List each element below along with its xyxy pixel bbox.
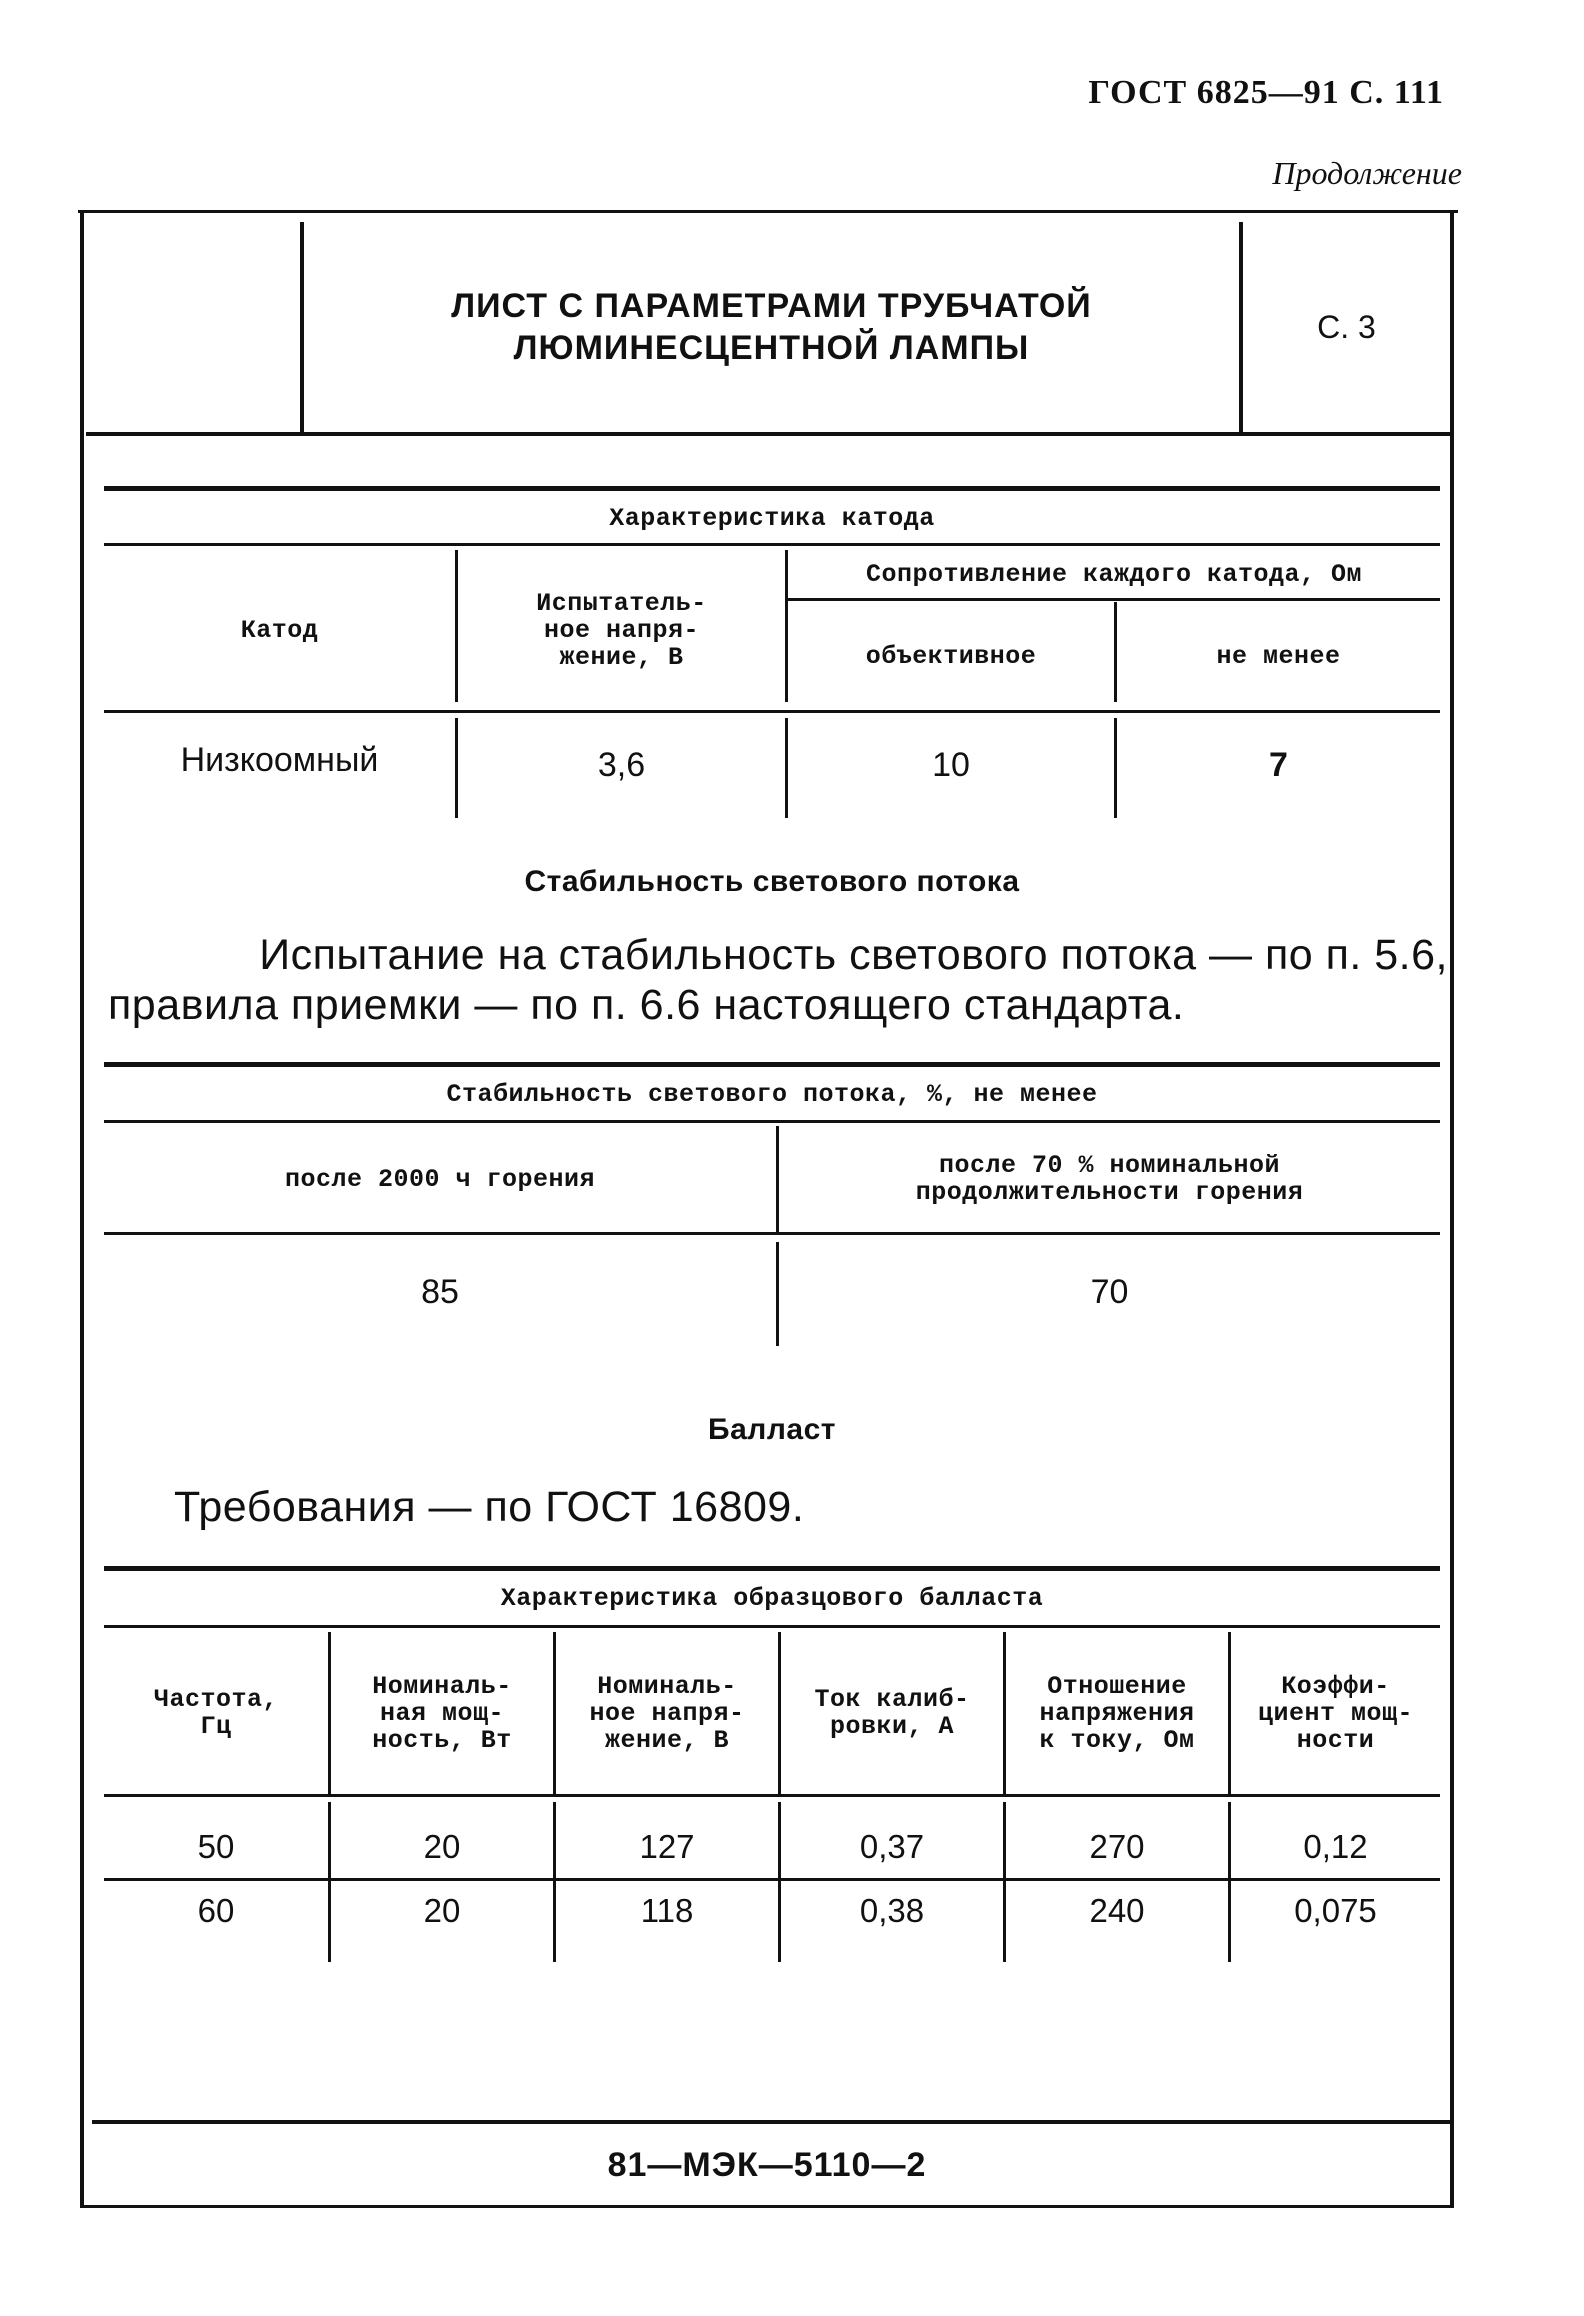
col-frequency-line-1: Частота,: [153, 1685, 279, 1714]
row2-ratio: 240: [1089, 1892, 1145, 1929]
col-voltage-current-ratio: [1006, 1632, 1228, 1794]
col-calibration-current-line-1: Ток калиб-: [814, 1685, 970, 1714]
title-line-2: ЛЮМИНЕСЦЕНТНОЙ ЛАМПЫ: [513, 329, 1030, 367]
col-test-voltage-line-3: жение, В: [559, 642, 684, 672]
col-test-voltage-line-2: ное напря-: [543, 615, 700, 645]
sheet-number: С. 3: [1317, 308, 1376, 345]
row2-current: 0,38: [859, 1892, 925, 1929]
cathode-table-top-line: [104, 486, 1440, 491]
cathode-resistance-subline: [788, 598, 1440, 601]
col-rated-voltage-line-3: жение, В: [604, 1725, 730, 1755]
col-test-voltage-line-1: Испытатель-: [536, 588, 707, 618]
col-calibration-current: [781, 1632, 1003, 1794]
col-power-factor: [1231, 1632, 1440, 1794]
cathode-value: Низкоомный: [180, 740, 379, 779]
col-objective-header: объективное: [865, 641, 1037, 671]
ballast-table-caption: Характеристика образцового балласта: [500, 1583, 1044, 1613]
ballast-text: Требования — по ГОСТ 16809.: [174, 1483, 805, 1531]
frame-top-line: [78, 210, 1458, 213]
col-resistance-header: Сопротивление каждого катода, Ом: [865, 559, 1363, 589]
col-rated-power: [331, 1632, 553, 1794]
cathode-header-bottom-line: [104, 710, 1440, 713]
title-line-1: ЛИСТ С ПАРАМЕТРАМИ ТРУБЧАТОЙ: [451, 287, 1092, 325]
stability-heading: Стабильность светового потока: [524, 865, 1020, 898]
ballast-caption-line: [104, 1625, 1440, 1628]
col-rated-voltage-line-1: Номиналь-: [597, 1671, 737, 1701]
frame-bottom-line: [80, 2205, 1454, 2208]
cathode-table-caption: Характеристика катода: [609, 503, 935, 533]
col-cathode-header: Катод: [240, 615, 319, 645]
col-power-factor-line-1: Коэффи-: [1281, 1671, 1390, 1701]
stability-text-line-1: Испытание на стабильность светового потока — по п. 5.6,: [259, 931, 1448, 979]
col-after-70-line-2: продолжительности горения: [915, 1178, 1304, 1207]
col-after-70-percent: [779, 1126, 1440, 1232]
row1-ratio: 270: [1089, 1828, 1145, 1865]
row2-power-factor: 0,075: [1294, 1892, 1377, 1929]
col-rated-power-line-2: ная мощ-: [379, 1698, 505, 1728]
col-min-header: не менее: [1216, 641, 1341, 671]
stability-value-70-percent: 70: [1090, 1272, 1129, 1311]
row1-current: 0,37: [859, 1828, 925, 1865]
table-row: [104, 1886, 1440, 1936]
col-rated-power-line-3: ность, Вт: [372, 1725, 512, 1755]
ballast-heading: Балласт: [708, 1413, 836, 1446]
row1-frequency: 50: [197, 1828, 235, 1865]
row2-frequency: 60: [197, 1892, 235, 1929]
continuation-label: Продолжение: [1272, 155, 1462, 191]
title-bottom-line: [86, 432, 1450, 436]
standard-reference: ГОСТ 6825—91 С. 111: [1088, 74, 1444, 111]
row1-power-factor: 0,12: [1303, 1828, 1368, 1865]
col-voltage-current-ratio-line-1: Отношение: [1047, 1671, 1187, 1701]
col-rated-voltage: [556, 1632, 778, 1794]
col-calibration-current-line-2: ровки, А: [829, 1712, 955, 1741]
min-value: 7: [1269, 745, 1288, 784]
row1-voltage: 127: [639, 1828, 695, 1865]
row2-voltage: 118: [640, 1892, 694, 1929]
col-rated-power-line-1: Номиналь-: [372, 1671, 512, 1701]
col-frequency-line-2: Гц: [200, 1712, 232, 1741]
col-after-2000h: после 2000 ч горения: [284, 1164, 596, 1194]
row1-power: 20: [423, 1828, 461, 1865]
ballast-header-bottom-line: [104, 1794, 1440, 1797]
stability-header-bottom-line: [104, 1232, 1440, 1235]
col-frequency: [104, 1632, 328, 1794]
col-power-factor-line-2: циент мощ-: [1257, 1698, 1414, 1728]
footer-top-line: [92, 2120, 1452, 2124]
stability-table-caption: Стабильность светового потока, %, не менее: [446, 1079, 1098, 1109]
frame-left-line: [80, 212, 84, 2206]
ballast-row-separator: [104, 1878, 1440, 1881]
col-voltage-current-ratio-line-2: напряжения: [1039, 1698, 1195, 1728]
table-row: [104, 1822, 1440, 1872]
row2-power: 20: [423, 1892, 461, 1929]
stability-value-2000h: 85: [421, 1272, 459, 1311]
stability-caption-line: [104, 1120, 1440, 1123]
voltage-value: 3,6: [597, 745, 646, 784]
cathode-caption-line: [104, 543, 1440, 546]
stability-text-line-2: правила приемки — по п. 6.6 настоящего стандарта.: [108, 981, 1185, 1029]
col-rated-voltage-line-2: ное напря-: [589, 1698, 745, 1728]
ballast-table-top-line: [104, 1566, 1440, 1571]
stability-table-top-line: [104, 1062, 1440, 1067]
title-block: [304, 222, 1239, 432]
stability-text: [108, 930, 1448, 1030]
frame-right-line: [1450, 212, 1454, 2206]
document-code: 81—МЭК—5110—2: [607, 2145, 927, 2184]
col-voltage-current-ratio-line-3: к току, Ом: [1039, 1725, 1195, 1755]
col-after-70-line-1: после 70 % номинальной: [938, 1151, 1281, 1180]
col-test-voltage-header: [458, 550, 785, 710]
col-power-factor-line-3: ности: [1296, 1725, 1375, 1755]
objective-value: 10: [932, 745, 970, 784]
